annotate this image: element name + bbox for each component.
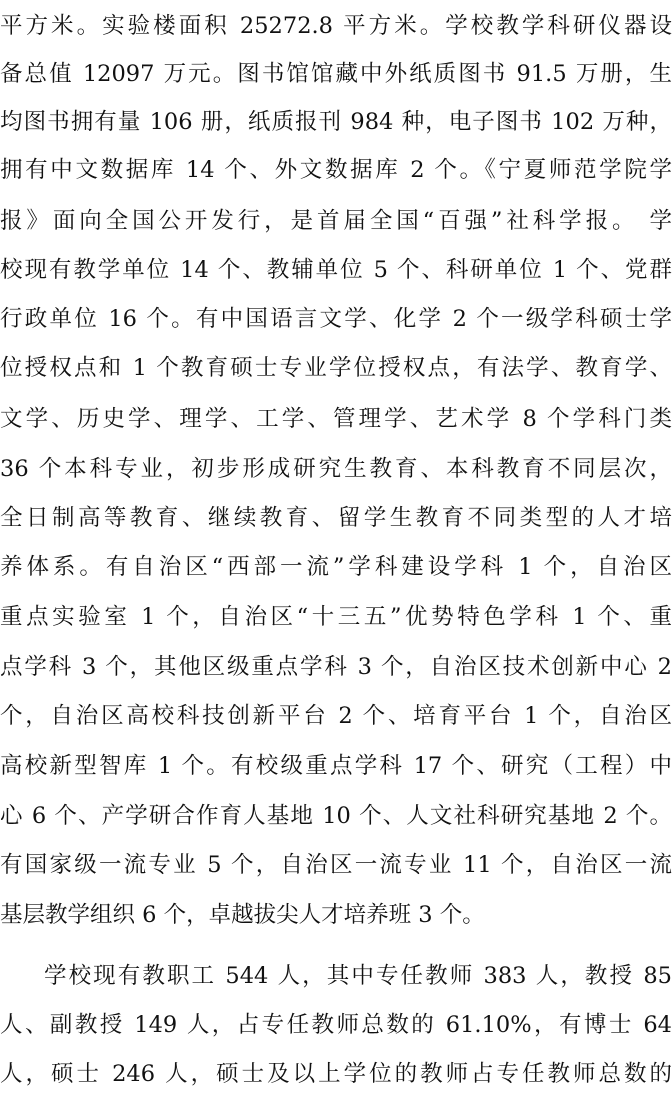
text-line: 人、副教授 149 人，占专任教师总数的 61.10%，有博士 64 bbox=[0, 1012, 672, 1038]
text-line: 均图书拥有量 106 册，纸质报刊 984 种，电子图书 102 万种， bbox=[0, 109, 672, 135]
text-line: 重点实验室 1 个，自治区“十三五”优势特色学科 1 个、重 bbox=[0, 604, 672, 630]
text-line: 养体系。有自治区“西部一流”学科建设学科 1 个，自治区 bbox=[0, 554, 672, 580]
text-line: 点学科 3 个，其他区级重点学科 3 个，自治区技术创新中心 2 bbox=[0, 654, 672, 680]
text-line: 基层教学组织 6 个，卓越拔尖人才培养班 3 个。 bbox=[0, 902, 485, 928]
text-line: 校现有教学单位 14 个、教辅单位 5 个、科研单位 1 个、党群 bbox=[0, 257, 672, 283]
text-line: 备总值 12097 万元。图书馆馆藏中外纸质图书 91.5 万册，生 bbox=[0, 61, 672, 87]
text-line: 人，硕士 246 人，硕士及以上学位的教师占专任教师总数的 bbox=[0, 1061, 672, 1087]
text-line: 报》面向全国公开发行，是首届全国“百强”社科学报。 学 bbox=[0, 208, 672, 234]
text-line: 拥有中文数据库 14 个、外文数据库 2 个。《宁夏师范学院学 bbox=[0, 157, 672, 183]
text-line: 文学、历史学、理学、工学、管理学、艺术学 8 个学科门类 bbox=[0, 406, 672, 432]
text-line: 36 个本科专业，初步形成研究生教育、本科教育不同层次， bbox=[0, 456, 672, 482]
text-line: 全日制高等教育、继续教育、留学生教育不同类型的人才培 bbox=[0, 505, 672, 531]
text-line: 位授权点和 1 个教育硕士专业学位授权点，有法学、教育学、 bbox=[0, 355, 672, 381]
text-line: 行政单位 16 个。有中国语言文学、化学 2 个一级学科硕士学 bbox=[0, 306, 672, 332]
text-line: 心 6 个、产学研合作育人基地 10 个、人文社科研究基地 2 个。 bbox=[0, 803, 672, 829]
paragraph-first-line: 学校现有教职工 544 人，其中专任教师 383 人，教授 85 bbox=[44, 963, 672, 989]
text-line: 个，自治区高校科技创新平台 2 个、培育平台 1 个，自治区 bbox=[0, 703, 672, 729]
text-line: 平方米。实验楼面积 25272.8 平方米。学校教学科研仪器设 bbox=[0, 13, 672, 39]
text-line: 有国家级一流专业 5 个，自治区一流专业 11 个，自治区一流 bbox=[0, 852, 672, 878]
text-line: 高校新型智库 1 个。有校级重点学科 17 个、研究（工程）中 bbox=[0, 753, 672, 779]
